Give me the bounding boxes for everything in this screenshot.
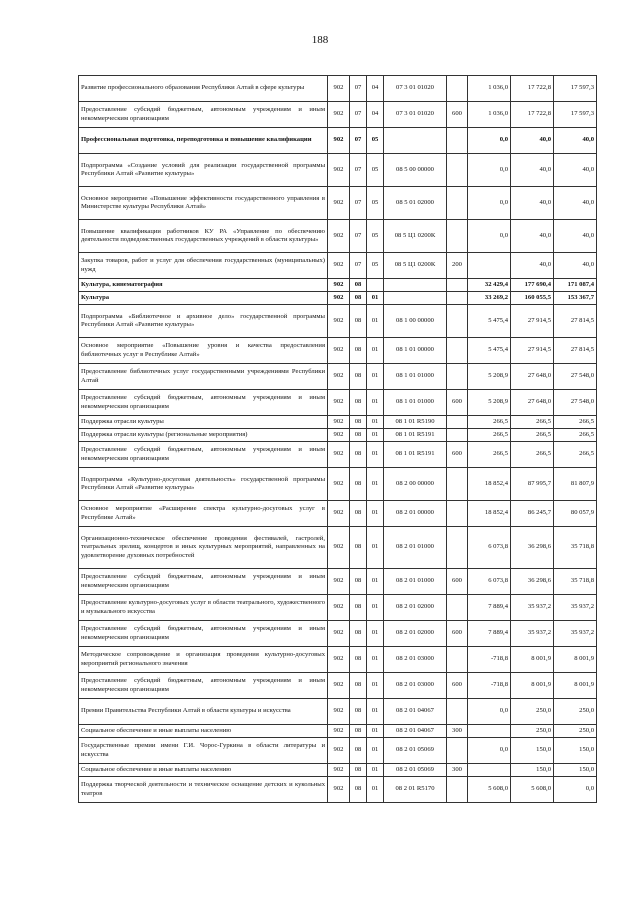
expense-type-cell bbox=[447, 468, 468, 501]
target-article-cell: 08 2 01 01000 bbox=[384, 527, 447, 569]
table-row bbox=[79, 220, 597, 253]
amount-cell-1: 266,5 bbox=[468, 442, 511, 468]
amount-cell-3: 150,0 bbox=[554, 738, 597, 764]
expense-type-cell bbox=[447, 777, 468, 803]
section-code-cell: 07 bbox=[350, 253, 367, 279]
amount-cell-2: 5 608,0 bbox=[511, 777, 554, 803]
ved-code-cell: 902 bbox=[328, 468, 350, 501]
amount-cell-3: 266,5 bbox=[554, 429, 597, 442]
row-name-cell: Основное мероприятие «Повышение эффективности государственного управления в Министерстве культуры Республики Алтай» bbox=[79, 187, 328, 220]
amount-cell-2: 36 298,6 bbox=[511, 569, 554, 595]
section-code-cell: 07 bbox=[350, 187, 367, 220]
row-name-cell: Поддержка отрасли культуры (региональные мероприятия) bbox=[79, 429, 328, 442]
ved-code-cell: 902 bbox=[328, 292, 350, 305]
amount-cell-3: 35 718,8 bbox=[554, 527, 597, 569]
target-article-cell: 08 5 00 00000 bbox=[384, 154, 447, 187]
amount-cell-1: 0,0 bbox=[468, 699, 511, 725]
subsection-code-cell: 01 bbox=[367, 621, 384, 647]
expense-type-cell: 600 bbox=[447, 390, 468, 416]
amount-cell-3: 17 597,3 bbox=[554, 76, 597, 102]
subsection-code-cell: 05 bbox=[367, 187, 384, 220]
row-name-cell: Основное мероприятие «Повышение уровня и качества предоставления библиотечных услуг в Республике Алтай» bbox=[79, 338, 328, 364]
expense-type-cell bbox=[447, 187, 468, 220]
subsection-code-cell: 04 bbox=[367, 102, 384, 128]
target-article-cell bbox=[384, 279, 447, 292]
row-name-cell: Поддержка творческой деятельности и техническое оснащение детских и кукольных театров bbox=[79, 777, 328, 803]
subsection-code-cell: 01 bbox=[367, 501, 384, 527]
target-article-cell: 08 2 01 05069 bbox=[384, 738, 447, 764]
amount-cell-2: 17 722,8 bbox=[511, 76, 554, 102]
amount-cell-1: 5 208,9 bbox=[468, 364, 511, 390]
table-row bbox=[79, 390, 597, 416]
expense-type-cell bbox=[447, 364, 468, 390]
expense-type-cell bbox=[447, 699, 468, 725]
subsection-code-cell: 05 bbox=[367, 128, 384, 154]
section-code-cell: 08 bbox=[350, 416, 367, 429]
amount-cell-1: 266,5 bbox=[468, 429, 511, 442]
target-article-cell: 08 5 Ц1 0200К bbox=[384, 253, 447, 279]
ved-code-cell: 902 bbox=[328, 220, 350, 253]
amount-cell-2: 150,0 bbox=[511, 738, 554, 764]
section-code-cell: 08 bbox=[350, 279, 367, 292]
amount-cell-1 bbox=[468, 253, 511, 279]
section-code-cell: 08 bbox=[350, 647, 367, 673]
section-code-cell: 08 bbox=[350, 501, 367, 527]
amount-cell-3: 40,0 bbox=[554, 253, 597, 279]
ved-code-cell: 902 bbox=[328, 253, 350, 279]
amount-cell-3: 40,0 bbox=[554, 220, 597, 253]
amount-cell-2: 35 937,2 bbox=[511, 621, 554, 647]
target-article-cell: 08 2 01 03000 bbox=[384, 673, 447, 699]
expense-type-cell bbox=[447, 416, 468, 429]
section-code-cell: 08 bbox=[350, 569, 367, 595]
subsection-code-cell: 01 bbox=[367, 416, 384, 429]
table-row bbox=[79, 725, 597, 738]
amount-cell-3: 35 937,2 bbox=[554, 621, 597, 647]
target-article-cell: 08 2 01 04067 bbox=[384, 699, 447, 725]
section-code-cell: 07 bbox=[350, 128, 367, 154]
expense-type-cell: 300 bbox=[447, 764, 468, 777]
amount-cell-3: 35 937,2 bbox=[554, 595, 597, 621]
row-name-cell: Государственные премии имени Г.И. Чорос-Гуркина в области литературы и искусства bbox=[79, 738, 328, 764]
subsection-code-cell: 01 bbox=[367, 364, 384, 390]
row-name-cell: Предоставление субсидий бюджетным, автономным учреждениям и иным некоммерческим организациям bbox=[79, 621, 328, 647]
ved-code-cell: 902 bbox=[328, 777, 350, 803]
amount-cell-3: 266,5 bbox=[554, 416, 597, 429]
row-name-cell: Повышение квалификации работников КУ РА «Управление по обеспечению деятельности подведомственных государственных учреждений в области культуры» bbox=[79, 220, 328, 253]
expense-type-cell bbox=[447, 595, 468, 621]
amount-cell-2: 36 298,6 bbox=[511, 527, 554, 569]
budget-table-body bbox=[79, 76, 597, 803]
ved-code-cell: 902 bbox=[328, 699, 350, 725]
ved-code-cell: 902 bbox=[328, 738, 350, 764]
subsection-code-cell: 05 bbox=[367, 154, 384, 187]
section-code-cell: 07 bbox=[350, 102, 367, 128]
expense-type-cell: 600 bbox=[447, 442, 468, 468]
subsection-code-cell: 01 bbox=[367, 569, 384, 595]
amount-cell-1: 6 073,8 bbox=[468, 569, 511, 595]
table-row bbox=[79, 468, 597, 501]
row-name-cell: Закупка товаров, работ и услуг для обеспечения государственных (муниципальных) нужд bbox=[79, 253, 328, 279]
amount-cell-1: 0,0 bbox=[468, 187, 511, 220]
expense-type-cell bbox=[447, 647, 468, 673]
amount-cell-1: 18 852,4 bbox=[468, 501, 511, 527]
amount-cell-3: 40,0 bbox=[554, 187, 597, 220]
target-article-cell: 08 1 01 01000 bbox=[384, 364, 447, 390]
amount-cell-3: 0,0 bbox=[554, 777, 597, 803]
target-article-cell: 07 3 01 01020 bbox=[384, 102, 447, 128]
target-article-cell: 08 2 01 01000 bbox=[384, 569, 447, 595]
expense-type-cell bbox=[447, 501, 468, 527]
table-row bbox=[79, 429, 597, 442]
amount-cell-1: 1 036,0 bbox=[468, 76, 511, 102]
amount-cell-2: 40,0 bbox=[511, 220, 554, 253]
amount-cell-3: 8 001,9 bbox=[554, 673, 597, 699]
table-row bbox=[79, 76, 597, 102]
amount-cell-2: 8 001,9 bbox=[511, 647, 554, 673]
subsection-code-cell: 01 bbox=[367, 725, 384, 738]
amount-cell-2: 8 001,9 bbox=[511, 673, 554, 699]
section-code-cell: 07 bbox=[350, 76, 367, 102]
amount-cell-2: 87 995,7 bbox=[511, 468, 554, 501]
amount-cell-3: 150,0 bbox=[554, 764, 597, 777]
amount-cell-3: 40,0 bbox=[554, 154, 597, 187]
ved-code-cell: 902 bbox=[328, 76, 350, 102]
table-row bbox=[79, 777, 597, 803]
ved-code-cell: 902 bbox=[328, 154, 350, 187]
expense-type-cell bbox=[447, 128, 468, 154]
ved-code-cell: 902 bbox=[328, 725, 350, 738]
target-article-cell bbox=[384, 292, 447, 305]
ved-code-cell: 902 bbox=[328, 764, 350, 777]
page-number: 188 bbox=[311, 34, 329, 46]
table-row bbox=[79, 647, 597, 673]
ved-code-cell: 902 bbox=[328, 338, 350, 364]
table-row bbox=[79, 699, 597, 725]
amount-cell-1: 5 475,4 bbox=[468, 305, 511, 338]
amount-cell-3: 250,0 bbox=[554, 699, 597, 725]
amount-cell-2: 266,5 bbox=[511, 442, 554, 468]
row-name-cell: Предоставление субсидий бюджетным, автономным учреждениям и иным некоммерческим организациям bbox=[79, 442, 328, 468]
target-article-cell bbox=[384, 128, 447, 154]
table-row bbox=[79, 253, 597, 279]
amount-cell-3: 8 001,9 bbox=[554, 647, 597, 673]
row-name-cell: Культура, кинематография bbox=[79, 279, 328, 292]
ved-code-cell: 902 bbox=[328, 569, 350, 595]
subsection-code-cell: 01 bbox=[367, 305, 384, 338]
expense-type-cell: 600 bbox=[447, 673, 468, 699]
amount-cell-2: 150,0 bbox=[511, 764, 554, 777]
row-name-cell: Предоставление субсидий бюджетным, автономным учреждениям и иным некоммерческим организациям bbox=[79, 673, 328, 699]
ved-code-cell: 902 bbox=[328, 305, 350, 338]
subsection-code-cell: 01 bbox=[367, 442, 384, 468]
amount-cell-1: 7 889,4 bbox=[468, 595, 511, 621]
table-row bbox=[79, 501, 597, 527]
target-article-cell: 08 2 01 02000 bbox=[384, 621, 447, 647]
expense-type-cell: 300 bbox=[447, 725, 468, 738]
row-name-cell: Подпрограмма «Библиотечное и архивное дело» государственной программы Республики Алтай «Развитие культуры» bbox=[79, 305, 328, 338]
amount-cell-2: 266,5 bbox=[511, 429, 554, 442]
amount-cell-1: 32 429,4 bbox=[468, 279, 511, 292]
subsection-code-cell: 01 bbox=[367, 292, 384, 305]
section-code-cell: 08 bbox=[350, 621, 367, 647]
target-article-cell: 08 2 01 R5170 bbox=[384, 777, 447, 803]
budget-table bbox=[78, 75, 597, 803]
ved-code-cell: 902 bbox=[328, 416, 350, 429]
target-article-cell: 08 1 01 R5191 bbox=[384, 442, 447, 468]
table-row bbox=[79, 416, 597, 429]
amount-cell-1: 266,5 bbox=[468, 416, 511, 429]
section-code-cell: 08 bbox=[350, 429, 367, 442]
table-row bbox=[79, 292, 597, 305]
section-code-cell: 08 bbox=[350, 468, 367, 501]
amount-cell-1: -718,8 bbox=[468, 673, 511, 699]
table-row bbox=[79, 738, 597, 764]
section-code-cell: 08 bbox=[350, 305, 367, 338]
section-code-cell: 08 bbox=[350, 725, 367, 738]
target-article-cell: 08 2 01 03000 bbox=[384, 647, 447, 673]
amount-cell-3: 27 548,0 bbox=[554, 390, 597, 416]
target-article-cell: 08 5 Ц1 0200К bbox=[384, 220, 447, 253]
row-name-cell: Профессиональная подготовка, переподготовка и повышение квалификации bbox=[79, 128, 328, 154]
row-name-cell: Социальное обеспечение и иные выплаты населению bbox=[79, 725, 328, 738]
amount-cell-1: 5 475,4 bbox=[468, 338, 511, 364]
table-row bbox=[79, 442, 597, 468]
target-article-cell: 08 5 01 02000 bbox=[384, 187, 447, 220]
table-row bbox=[79, 595, 597, 621]
table-row bbox=[79, 764, 597, 777]
expense-type-cell bbox=[447, 738, 468, 764]
amount-cell-2: 35 937,2 bbox=[511, 595, 554, 621]
amount-cell-2: 40,0 bbox=[511, 154, 554, 187]
table-row bbox=[79, 364, 597, 390]
ved-code-cell: 902 bbox=[328, 595, 350, 621]
section-code-cell: 07 bbox=[350, 154, 367, 187]
amount-cell-1: 5 208,9 bbox=[468, 390, 511, 416]
subsection-code-cell: 01 bbox=[367, 738, 384, 764]
amount-cell-3: 153 367,7 bbox=[554, 292, 597, 305]
target-article-cell: 08 2 00 00000 bbox=[384, 468, 447, 501]
section-code-cell: 08 bbox=[350, 699, 367, 725]
ved-code-cell: 902 bbox=[328, 429, 350, 442]
table-row bbox=[79, 673, 597, 699]
ved-code-cell: 902 bbox=[328, 442, 350, 468]
table-row bbox=[79, 102, 597, 128]
ved-code-cell: 902 bbox=[328, 501, 350, 527]
amount-cell-3: 266,5 bbox=[554, 442, 597, 468]
section-code-cell: 08 bbox=[350, 595, 367, 621]
table-row bbox=[79, 305, 597, 338]
row-name-cell: Социальное обеспечение и иные выплаты населению bbox=[79, 764, 328, 777]
ved-code-cell: 902 bbox=[328, 621, 350, 647]
amount-cell-3: 17 597,3 bbox=[554, 102, 597, 128]
section-code-cell: 08 bbox=[350, 764, 367, 777]
amount-cell-2: 86 245,7 bbox=[511, 501, 554, 527]
section-code-cell: 08 bbox=[350, 390, 367, 416]
subsection-code-cell: 01 bbox=[367, 647, 384, 673]
amount-cell-2: 27 648,0 bbox=[511, 390, 554, 416]
amount-cell-3: 40,0 bbox=[554, 128, 597, 154]
expense-type-cell bbox=[447, 292, 468, 305]
section-code-cell: 08 bbox=[350, 673, 367, 699]
expense-type-cell bbox=[447, 154, 468, 187]
amount-cell-1: 18 852,4 bbox=[468, 468, 511, 501]
row-name-cell: Методическое сопровождение и организация проведения культурно-досуговых мероприятий регионального значения bbox=[79, 647, 328, 673]
section-code-cell: 08 bbox=[350, 338, 367, 364]
ved-code-cell: 902 bbox=[328, 102, 350, 128]
subsection-code-cell: 01 bbox=[367, 595, 384, 621]
section-code-cell: 07 bbox=[350, 220, 367, 253]
expense-type-cell bbox=[447, 338, 468, 364]
amount-cell-2: 40,0 bbox=[511, 187, 554, 220]
amount-cell-1: 1 036,0 bbox=[468, 102, 511, 128]
subsection-code-cell: 01 bbox=[367, 527, 384, 569]
expense-type-cell: 600 bbox=[447, 569, 468, 595]
amount-cell-1: 7 889,4 bbox=[468, 621, 511, 647]
row-name-cell: Поддержка отрасли культуры bbox=[79, 416, 328, 429]
amount-cell-3: 27 814,5 bbox=[554, 305, 597, 338]
expense-type-cell bbox=[447, 429, 468, 442]
subsection-code-cell: 01 bbox=[367, 390, 384, 416]
subsection-code-cell: 05 bbox=[367, 220, 384, 253]
row-name-cell: Предоставление субсидий бюджетным, автономным учреждениям и иным некоммерческим организациям bbox=[79, 390, 328, 416]
row-name-cell: Подпрограмма «Культурно-досуговая деятельность» государственной программы Республики Алтай «Развитие культуры» bbox=[79, 468, 328, 501]
amount-cell-1: 33 269,2 bbox=[468, 292, 511, 305]
ved-code-cell: 902 bbox=[328, 128, 350, 154]
row-name-cell: Предоставление культурно-досуговых услуг в области театрального, художественного и музыкального искусства bbox=[79, 595, 328, 621]
amount-cell-1 bbox=[468, 725, 511, 738]
amount-cell-1: 5 608,0 bbox=[468, 777, 511, 803]
section-code-cell: 08 bbox=[350, 292, 367, 305]
table-row bbox=[79, 569, 597, 595]
target-article-cell: 08 2 01 04067 bbox=[384, 725, 447, 738]
section-code-cell: 08 bbox=[350, 364, 367, 390]
expense-type-cell bbox=[447, 527, 468, 569]
amount-cell-1: 0,0 bbox=[468, 128, 511, 154]
subsection-code-cell: 04 bbox=[367, 76, 384, 102]
amount-cell-1 bbox=[468, 764, 511, 777]
amount-cell-2: 40,0 bbox=[511, 253, 554, 279]
expense-type-cell bbox=[447, 76, 468, 102]
ved-code-cell: 902 bbox=[328, 364, 350, 390]
ved-code-cell: 902 bbox=[328, 279, 350, 292]
expense-type-cell: 600 bbox=[447, 102, 468, 128]
amount-cell-1: 0,0 bbox=[468, 154, 511, 187]
row-name-cell: Развитие профессионального образования Республики Алтай в сфере культуры bbox=[79, 76, 328, 102]
target-article-cell: 08 1 01 R5190 bbox=[384, 416, 447, 429]
row-name-cell: Организационно-техническое обеспечение проведения фестивалей, гастролей, театральных зрелищ, концертов и иных культурных мероприятий, направленных на удовлетворение духовных потребностей bbox=[79, 527, 328, 569]
amount-cell-1: 0,0 bbox=[468, 738, 511, 764]
ved-code-cell: 902 bbox=[328, 390, 350, 416]
table-row bbox=[79, 154, 597, 187]
expense-type-cell: 600 bbox=[447, 621, 468, 647]
expense-type-cell bbox=[447, 279, 468, 292]
amount-cell-3: 250,0 bbox=[554, 725, 597, 738]
amount-cell-3: 171 087,4 bbox=[554, 279, 597, 292]
table-row bbox=[79, 279, 597, 292]
amount-cell-2: 266,5 bbox=[511, 416, 554, 429]
table-row bbox=[79, 621, 597, 647]
row-name-cell: Премии Правительства Республики Алтай в области культуры и искусства bbox=[79, 699, 328, 725]
amount-cell-3: 27 814,5 bbox=[554, 338, 597, 364]
target-article-cell: 08 2 01 02000 bbox=[384, 595, 447, 621]
section-code-cell: 08 bbox=[350, 738, 367, 764]
target-article-cell: 07 3 01 01020 bbox=[384, 76, 447, 102]
amount-cell-3: 35 718,8 bbox=[554, 569, 597, 595]
amount-cell-2: 250,0 bbox=[511, 699, 554, 725]
ved-code-cell: 902 bbox=[328, 673, 350, 699]
target-article-cell: 08 2 01 00000 bbox=[384, 501, 447, 527]
row-name-cell: Предоставление библиотечных услуг государственными учреждениями Республики Алтай bbox=[79, 364, 328, 390]
subsection-code-cell: 05 bbox=[367, 253, 384, 279]
section-code-cell: 08 bbox=[350, 442, 367, 468]
amount-cell-2: 250,0 bbox=[511, 725, 554, 738]
row-name-cell: Подпрограмма «Создание условий для реализации государственной программы Республики Алтай «Развитие культуры» bbox=[79, 154, 328, 187]
row-name-cell: Культура bbox=[79, 292, 328, 305]
ved-code-cell: 902 bbox=[328, 647, 350, 673]
amount-cell-2: 17 722,8 bbox=[511, 102, 554, 128]
amount-cell-2: 27 914,5 bbox=[511, 338, 554, 364]
amount-cell-2: 160 055,5 bbox=[511, 292, 554, 305]
table-row bbox=[79, 527, 597, 569]
table-row bbox=[79, 128, 597, 154]
target-article-cell: 08 1 01 00000 bbox=[384, 338, 447, 364]
subsection-code-cell: 01 bbox=[367, 338, 384, 364]
amount-cell-2: 27 914,5 bbox=[511, 305, 554, 338]
table-row bbox=[79, 338, 597, 364]
section-code-cell: 08 bbox=[350, 777, 367, 803]
target-article-cell: 08 1 01 R5191 bbox=[384, 429, 447, 442]
row-name-cell: Предоставление субсидий бюджетным, автономным учреждениям и иным некоммерческим организациям bbox=[79, 569, 328, 595]
subsection-code-cell: 01 bbox=[367, 777, 384, 803]
amount-cell-3: 27 548,0 bbox=[554, 364, 597, 390]
target-article-cell: 08 2 01 05069 bbox=[384, 764, 447, 777]
subsection-code-cell: 01 bbox=[367, 699, 384, 725]
subsection-code-cell bbox=[367, 279, 384, 292]
subsection-code-cell: 01 bbox=[367, 764, 384, 777]
subsection-code-cell: 01 bbox=[367, 468, 384, 501]
amount-cell-2: 177 690,4 bbox=[511, 279, 554, 292]
expense-type-cell: 200 bbox=[447, 253, 468, 279]
amount-cell-3: 80 057,9 bbox=[554, 501, 597, 527]
subsection-code-cell: 01 bbox=[367, 673, 384, 699]
target-article-cell: 08 1 01 01000 bbox=[384, 390, 447, 416]
row-name-cell: Предоставление субсидий бюджетным, автономным учреждениям и иным некоммерческим организациям bbox=[79, 102, 328, 128]
table-row bbox=[79, 187, 597, 220]
row-name-cell: Основное мероприятие «Расширение спектра культурно-досуговых услуг в Республике Алтай» bbox=[79, 501, 328, 527]
amount-cell-1: 0,0 bbox=[468, 220, 511, 253]
expense-type-cell bbox=[447, 305, 468, 338]
amount-cell-3: 81 807,9 bbox=[554, 468, 597, 501]
amount-cell-2: 27 648,0 bbox=[511, 364, 554, 390]
target-article-cell: 08 1 00 00000 bbox=[384, 305, 447, 338]
amount-cell-2: 40,0 bbox=[511, 128, 554, 154]
section-code-cell: 08 bbox=[350, 527, 367, 569]
expense-type-cell bbox=[447, 220, 468, 253]
ved-code-cell: 902 bbox=[328, 527, 350, 569]
amount-cell-1: -718,8 bbox=[468, 647, 511, 673]
amount-cell-1: 6 073,8 bbox=[468, 527, 511, 569]
ved-code-cell: 902 bbox=[328, 187, 350, 220]
subsection-code-cell: 01 bbox=[367, 429, 384, 442]
